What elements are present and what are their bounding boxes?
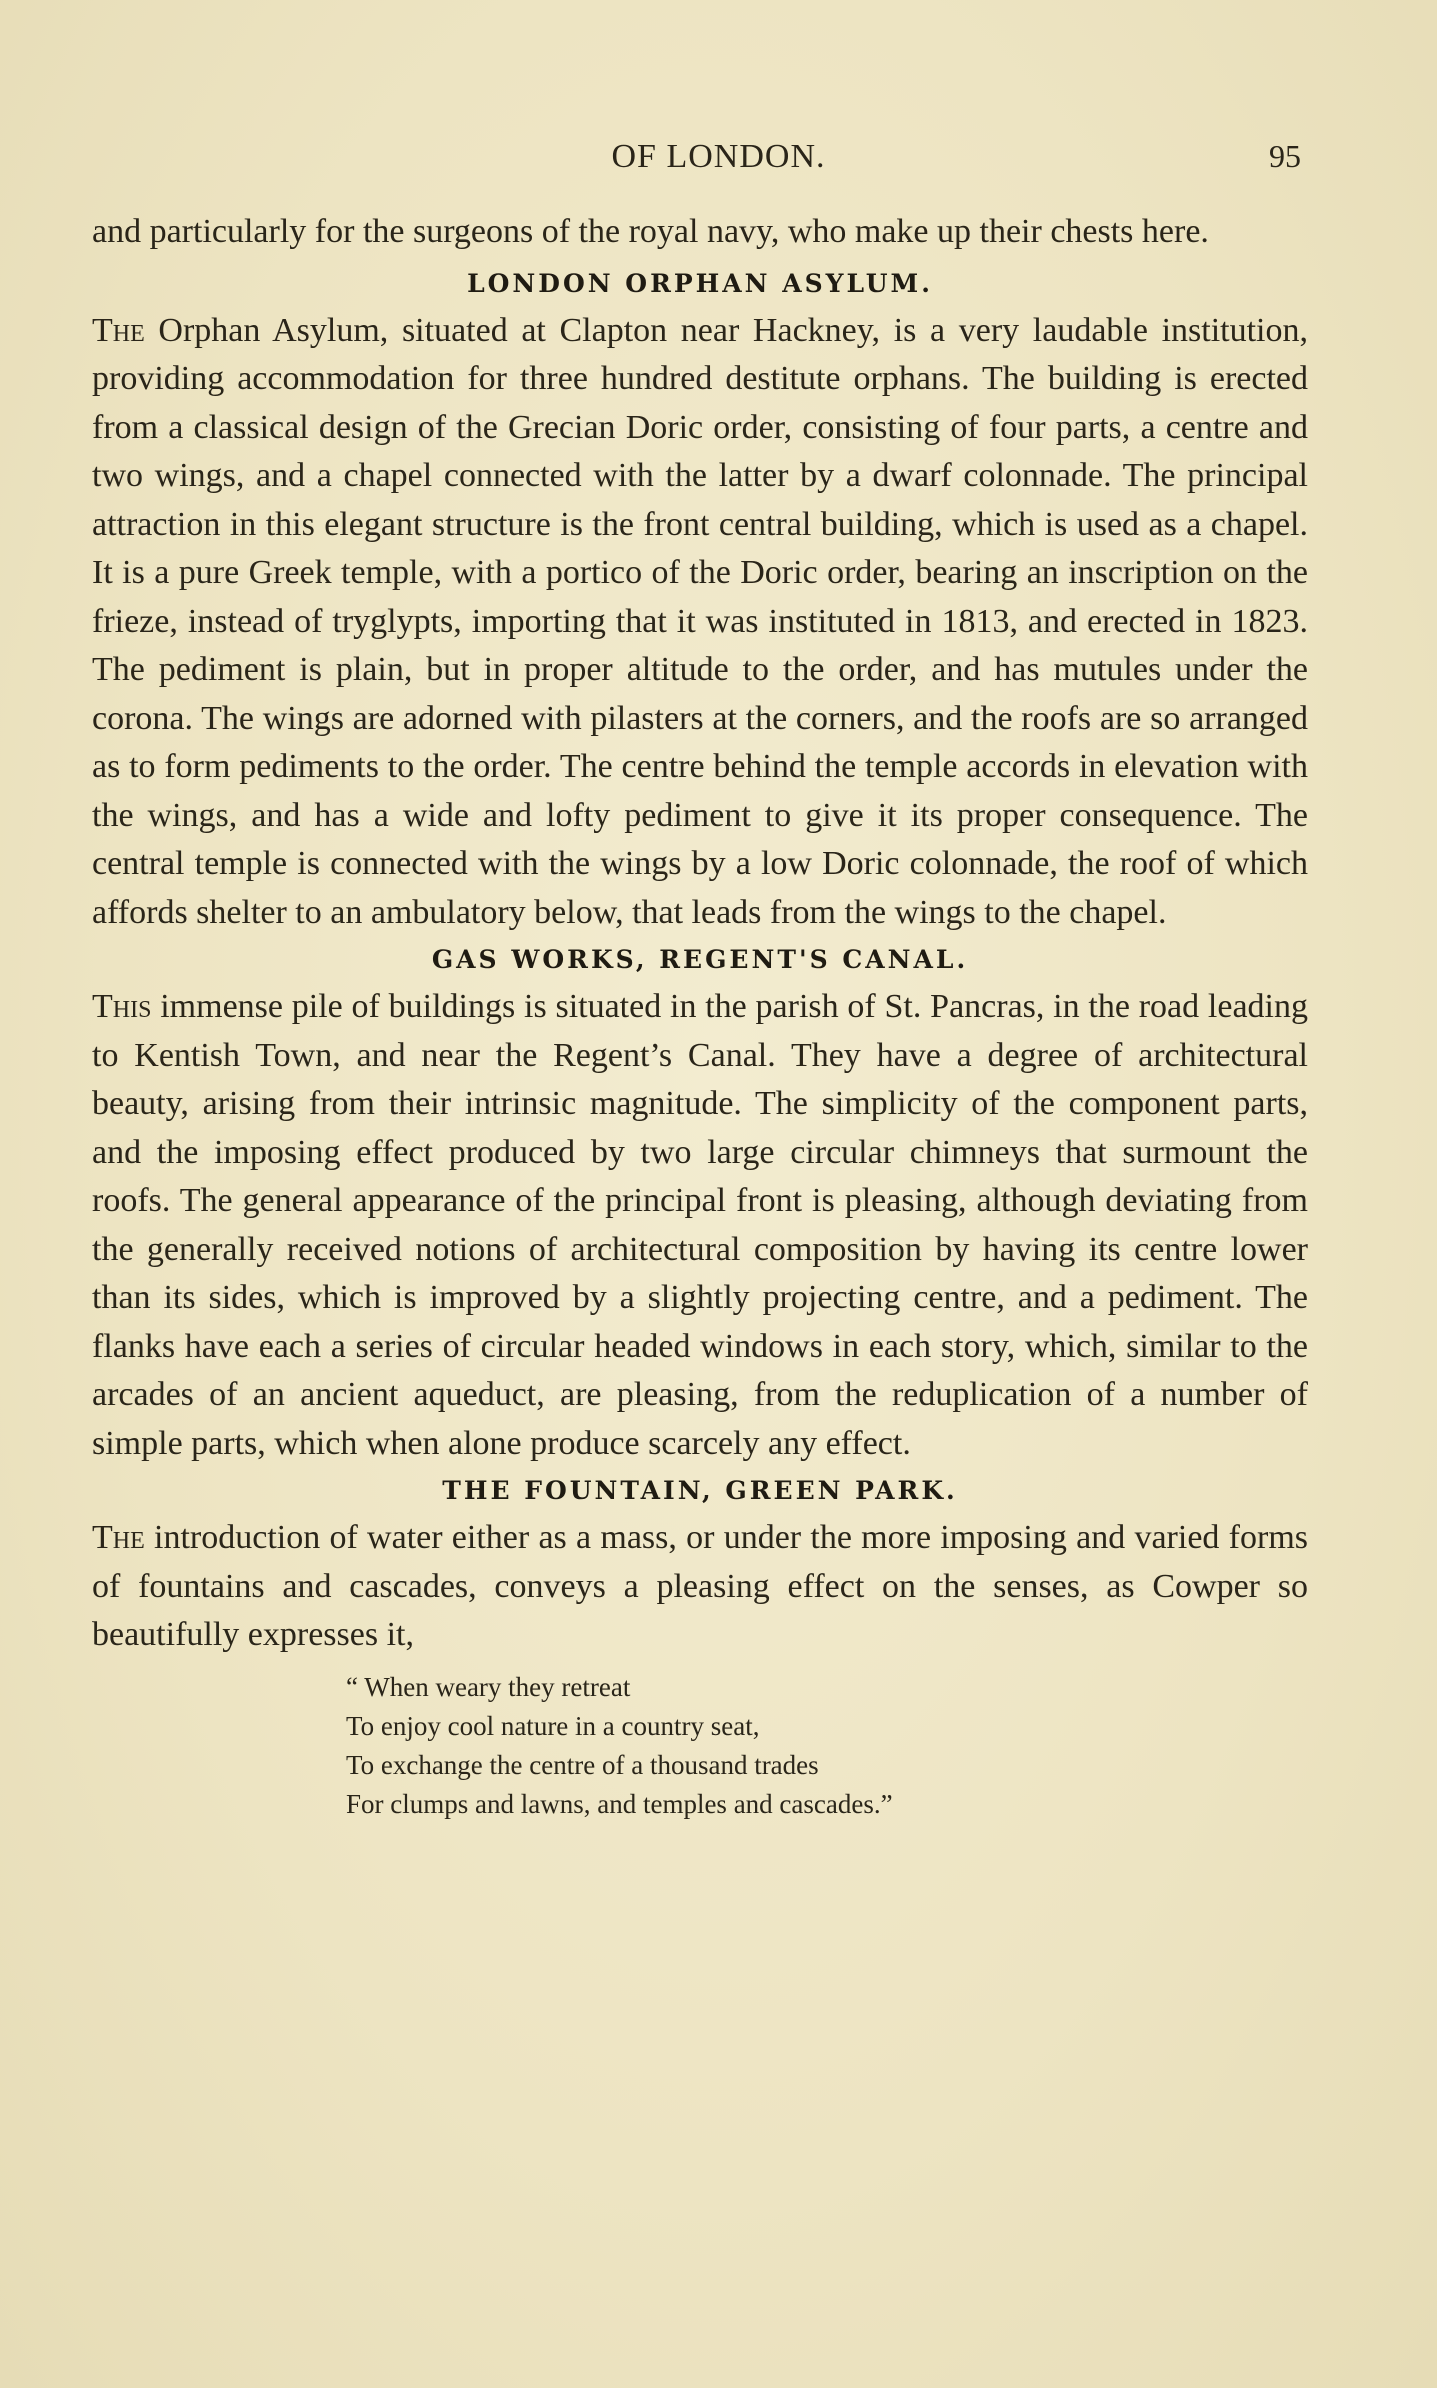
intro-paragraph: and particularly for the surgeons of the royal navy, who make up their chests here.	[92, 213, 1209, 250]
page-number: 95	[1269, 138, 1301, 174]
poem-quotation	[346, 1668, 1308, 1824]
paragraph-text: Orphan Asylum, situated at Clapton near Hackney, is a very laudable institution, providing accommodation for three hundred destitute orphans. The building is erected from a classical design of the Grecian Doric order, consisting of four parts, a centre and two wings, and a chapel connected with the latter by a dwarf colonnade. The principal attraction in this elegant structure is the front central building, which is used as a chapel. It is a pure Greek temple, with a portico of the Doric order, bearing an inscription on the frieze, instead of tryglypts, importing that it was instituted in 1813, and erected in 1823. The pediment is plain, but in proper altitude to the order, and has mutules under the corona. The wings are adorned with pilasters at the corners, and the roofs are so arranged as to form pediments to the order. The centre behind the temple accords in elevation with the wings, and has a wide and lofty pediment to give it its proper consequence. The central temple is connected with the wings by a low Doric colonnade, the roof of which affords shelter to an ambulatory below, that leads from the wings to the chapel.	[92, 311, 1308, 931]
poem-line: For clumps and lawns, and temples and cascades.”	[346, 1788, 893, 1819]
paragraph-lead-word: The	[92, 311, 145, 349]
paragraph-lead-word: This	[92, 988, 152, 1025]
section-heading-orphan-asylum: LONDON ORPHAN ASYLUM.	[467, 268, 933, 298]
paragraph-lead-word: The	[92, 1519, 145, 1556]
poem-line: “ When weary they retreat	[346, 1671, 631, 1702]
paragraph-text: immense pile of buildings is situated in the parish of St. Pancras, in the road leading to Kentish Town, and near the Regent’s Canal. They have a degree of architectural beauty, arising from their intrinsic magnitude. The simplicity of the component parts, and the imposing effect produced by two large circular chimneys that surmount the roofs. The general appearance of the principal front is pleasing, although deviating from the generally received notions of architectural composition by having its centre lower than its sides, which is improved by a slightly projecting centre, and a pediment. The flanks have each a series of circular headed windows in each story, which, similar to the arcades of an ancient aqueduct, are pleasing, from the reduplication of a number of simple parts, which when alone produce scarcely any effect.	[92, 988, 1308, 1462]
section-heading-fountain: THE FOUNTAIN, GREEN PARK.	[442, 1476, 958, 1505]
poem-line: To exchange the centre of a thousand trades	[346, 1749, 819, 1780]
section-heading-gas-works: GAS WORKS, REGENT'S CANAL.	[431, 945, 969, 974]
paragraph-text: introduction of water either as a mass, or under the more imposing and varied forms of fountains and cascades, conveys a pleasing effect on the senses, as Cowper so beautifully expresses it,	[92, 1519, 1308, 1653]
section-paragraph-fountain	[92, 1514, 1308, 1660]
section-paragraph-orphan-asylum	[92, 307, 1308, 938]
section-paragraph-gas-works	[92, 983, 1308, 1468]
poem-line: To enjoy cool nature in a country seat,	[346, 1710, 760, 1741]
running-title: OF LONDON.	[611, 138, 826, 175]
running-head	[0, 138, 1437, 186]
page-body	[92, 208, 1308, 1824]
